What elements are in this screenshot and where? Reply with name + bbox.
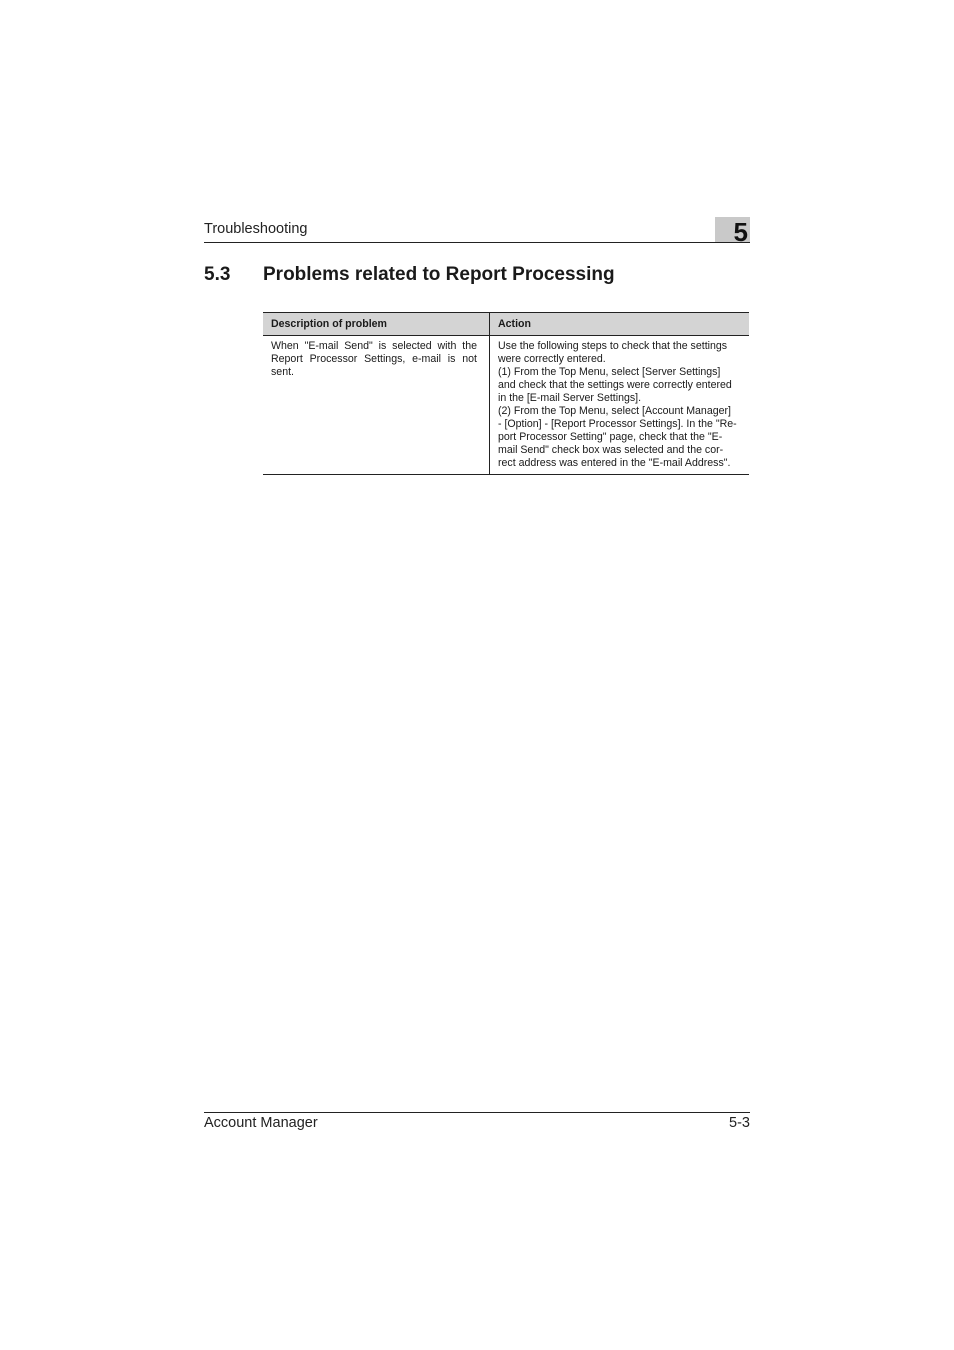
action-line: - [Option] - [Report Processor Settings]. In the "Re- <box>498 418 737 430</box>
running-footer <box>204 1112 750 1133</box>
action-line: port Processor Setting" page, check that the "E- <box>498 431 723 443</box>
footer-manual-title: Account Manager <box>204 1115 318 1131</box>
header-section-name: Troubleshooting <box>204 221 308 237</box>
problem-table <box>263 312 749 475</box>
action-line: rect address was entered in the "E-mail Address". <box>498 457 731 469</box>
table-header-row <box>263 313 749 336</box>
running-header <box>204 217 750 247</box>
chapter-tab <box>715 217 750 247</box>
footer-page-number: 5-3 <box>729 1115 750 1131</box>
table-row <box>263 336 749 475</box>
action-line: (1) From the Top Menu, select [Server Settings] <box>498 366 721 378</box>
column-header-description: Description of problem <box>263 313 490 336</box>
column-header-action: Action <box>490 313 750 336</box>
section-title: Problems related to Report Processing <box>263 264 615 285</box>
action-line: (2) From the Top Menu, select [Account Manager] <box>498 405 731 417</box>
action-line: in the [E-mail Server Settings]. <box>498 392 642 404</box>
action-cell <box>490 336 750 475</box>
action-line: mail Send" check box was selected and the cor- <box>498 444 724 456</box>
section-number: 5.3 <box>204 264 231 285</box>
problem-description-cell: When "E-mail Send" is selected with the Report Processor Settings, e-mail is not sent. <box>263 336 490 475</box>
action-line: and check that the settings were correctly entered <box>498 379 732 391</box>
action-line: Use the following steps to check that the settings <box>498 340 728 352</box>
chapter-number: 5 <box>733 217 748 247</box>
action-line: were correctly entered. <box>498 353 606 365</box>
section-heading <box>204 264 615 286</box>
